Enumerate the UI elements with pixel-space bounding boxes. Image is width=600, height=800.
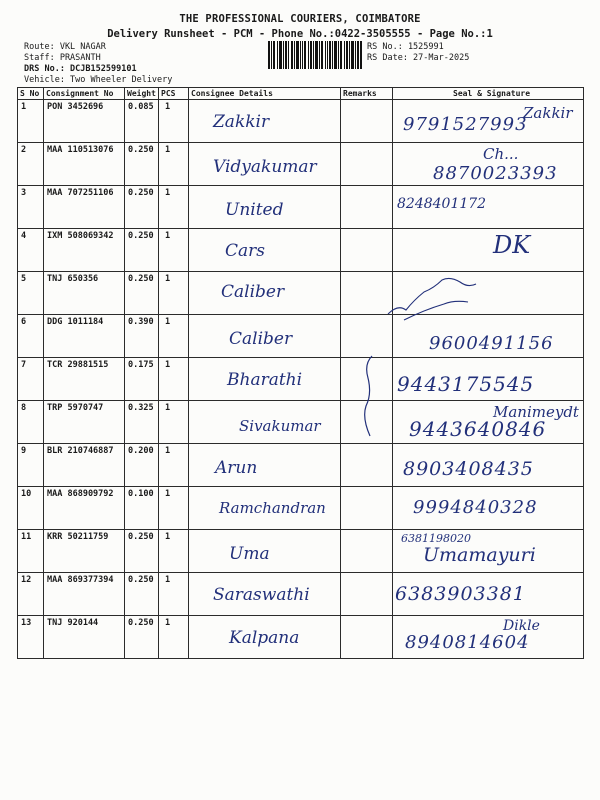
row-pcs: 1 — [159, 444, 189, 487]
row-consignee — [189, 401, 341, 444]
row-weight: 0.325 — [125, 401, 159, 444]
row-pcs: 1 — [159, 315, 189, 358]
row-consignee — [189, 315, 341, 358]
col-header-sno: S No — [18, 88, 44, 100]
consignee-handwriting: Vidyakumar — [213, 157, 317, 177]
row-signature — [393, 186, 584, 229]
row-sno: 1 — [18, 100, 44, 143]
consignee-handwriting: Uma — [229, 544, 270, 564]
row-consignment: DDG 1011184 — [44, 315, 125, 358]
row-consignment: BLR 210746887 — [44, 444, 125, 487]
consignee-handwriting: Saraswathi — [213, 585, 310, 605]
row-pcs: 1 — [159, 530, 189, 573]
signature-phone: 9994840328 — [413, 497, 538, 518]
runsheet-meta-right — [367, 42, 469, 64]
consignee-handwriting: Caliber — [221, 282, 285, 302]
signature-scrawl: Ch... — [483, 145, 519, 163]
staff-text: Staff: PRASANTH — [24, 53, 101, 63]
signature-phone: 8248401172 — [397, 196, 487, 212]
table-row — [18, 573, 584, 616]
col-header-consignment: Consignment No — [44, 88, 125, 100]
row-sno: 12 — [18, 573, 44, 616]
signature-phone: 9443640846 — [409, 417, 547, 441]
row-consignee — [189, 143, 341, 186]
row-sno: 13 — [18, 616, 44, 659]
row-sno: 6 — [18, 315, 44, 358]
row-consignee — [189, 530, 341, 573]
row-consignee — [189, 186, 341, 229]
drs-number: DRS No.: DCJB152599101 — [24, 64, 137, 74]
table-row — [18, 186, 584, 229]
row-pcs: 1 — [159, 573, 189, 616]
table-row — [18, 530, 584, 573]
table-header-row — [18, 88, 584, 100]
row-consignee — [189, 444, 341, 487]
consignee-handwriting: Caliber — [229, 329, 293, 349]
row-sno: 10 — [18, 487, 44, 530]
row-consignee — [189, 100, 341, 143]
row-signature — [393, 487, 584, 530]
row-signature — [393, 100, 584, 143]
signature-phone: 8870023393 — [433, 163, 558, 184]
signature-scrawl: Umamayuri — [423, 544, 536, 566]
row-signature — [393, 143, 584, 186]
row-consignment: TRP 5970747 — [44, 401, 125, 444]
signature-scrawl: DK — [493, 231, 531, 259]
row-remarks — [341, 229, 393, 272]
row-pcs: 1 — [159, 143, 189, 186]
row-remarks — [341, 143, 393, 186]
consignee-handwriting: Zakkir — [213, 112, 270, 132]
table-row — [18, 616, 584, 659]
row-consignment: TCR 29881515 — [44, 358, 125, 401]
row-consignee — [189, 616, 341, 659]
signature-phone: 9443175545 — [397, 372, 535, 396]
table-row — [18, 143, 584, 186]
row-signature — [393, 573, 584, 616]
row-pcs: 1 — [159, 229, 189, 272]
table-row — [18, 358, 584, 401]
row-sno: 3 — [18, 186, 44, 229]
row-consignment: TNJ 650356 — [44, 272, 125, 315]
row-weight: 0.250 — [125, 229, 159, 272]
row-remarks — [341, 487, 393, 530]
row-signature — [393, 358, 584, 401]
signature-phone: 8903408435 — [403, 458, 534, 480]
row-consignee — [189, 358, 341, 401]
row-consignment: KRR 50211759 — [44, 530, 125, 573]
row-pcs: 1 — [159, 358, 189, 401]
row-consignee — [189, 573, 341, 616]
consignee-handwriting: Arun — [215, 458, 258, 478]
row-signature — [393, 401, 584, 444]
row-consignment: TNJ 920144 — [44, 616, 125, 659]
row-weight: 0.200 — [125, 444, 159, 487]
row-sno: 5 — [18, 272, 44, 315]
signature-phone: 8940814604 — [405, 632, 530, 653]
row-weight: 0.100 — [125, 487, 159, 530]
row-signature — [393, 229, 584, 272]
rs-number: RS No.: 1525991 — [367, 42, 444, 52]
row-signature — [393, 616, 584, 659]
row-remarks — [341, 444, 393, 487]
vehicle-text: Vehicle: Two Wheeler Delivery — [24, 75, 173, 85]
row-consignment: MAA 707251106 — [44, 186, 125, 229]
col-header-pcs: PCS — [159, 88, 189, 100]
signature-phone: 6383903381 — [395, 583, 526, 605]
table-row — [18, 401, 584, 444]
route-text: Route: VKL NAGAR — [24, 42, 106, 52]
row-weight: 0.390 — [125, 315, 159, 358]
handwritten-scrawl-mark — [384, 270, 494, 326]
row-pcs: 1 — [159, 100, 189, 143]
table-row — [18, 229, 584, 272]
table-row — [18, 487, 584, 530]
row-pcs: 1 — [159, 487, 189, 530]
col-header-remarks: Remarks — [341, 88, 393, 100]
row-sno: 4 — [18, 229, 44, 272]
signature-phone: 6381198020 — [401, 532, 471, 545]
col-header-weight: Weight — [125, 88, 159, 100]
row-pcs: 1 — [159, 616, 189, 659]
handwritten-bracket-mark — [362, 354, 376, 438]
row-signature — [393, 444, 584, 487]
consignee-handwriting: United — [225, 200, 284, 220]
row-pcs: 1 — [159, 401, 189, 444]
table-row — [18, 315, 584, 358]
row-weight: 0.250 — [125, 143, 159, 186]
row-sno: 8 — [18, 401, 44, 444]
consignee-handwriting: Cars — [225, 241, 265, 261]
row-remarks — [341, 573, 393, 616]
row-remarks — [341, 616, 393, 659]
table-row — [18, 444, 584, 487]
row-consignment: MAA 868909792 — [44, 487, 125, 530]
runsheet-subtitle: Delivery Runsheet - PCM - Phone No.:0422-3505555 - Page No.:1 — [107, 28, 493, 40]
consignee-handwriting: Sivakumar — [239, 417, 321, 435]
row-pcs: 1 — [159, 272, 189, 315]
row-sno: 2 — [18, 143, 44, 186]
row-weight: 0.250 — [125, 573, 159, 616]
delivery-table — [17, 87, 584, 659]
row-remarks — [341, 186, 393, 229]
row-consignee — [189, 487, 341, 530]
row-signature — [393, 530, 584, 573]
row-sno: 11 — [18, 530, 44, 573]
col-header-consignee: Consignee Details — [189, 88, 341, 100]
consignee-handwriting: Ramchandran — [219, 499, 326, 517]
row-weight: 0.250 — [125, 272, 159, 315]
signature-scrawl: Zakkir — [523, 104, 573, 122]
signature-scrawl: Dikle — [503, 618, 540, 634]
row-consignment: PON 3452696 — [44, 100, 125, 143]
table-row — [18, 272, 584, 315]
consignee-handwriting: Kalpana — [229, 628, 300, 648]
row-consignee — [189, 229, 341, 272]
runsheet-meta-left — [24, 42, 172, 86]
company-title: THE PROFESSIONAL COURIERS, COIMBATORE — [179, 13, 421, 25]
row-sno: 9 — [18, 444, 44, 487]
table-row — [18, 100, 584, 143]
signature-phone: 9600491156 — [429, 333, 554, 354]
row-weight: 0.085 — [125, 100, 159, 143]
row-pcs: 1 — [159, 186, 189, 229]
row-weight: 0.175 — [125, 358, 159, 401]
row-sno: 7 — [18, 358, 44, 401]
signature-phone: 9791527993 — [403, 114, 528, 135]
row-remarks — [341, 100, 393, 143]
barcode — [268, 41, 362, 69]
row-remarks — [341, 530, 393, 573]
signature-scrawl: Manimeydt — [493, 403, 579, 421]
col-header-seal: Seal & Signature — [393, 88, 584, 100]
row-weight: 0.250 — [125, 530, 159, 573]
row-weight: 0.250 — [125, 616, 159, 659]
row-consignment: MAA 110513076 — [44, 143, 125, 186]
row-consignment: MAA 869377394 — [44, 573, 125, 616]
consignee-handwriting: Bharathi — [227, 370, 303, 390]
row-weight: 0.250 — [125, 186, 159, 229]
row-consignee — [189, 272, 341, 315]
rs-date: RS Date: 27-Mar-2025 — [367, 53, 470, 63]
runsheet-header — [0, 13, 600, 40]
row-consignment: IXM 508069342 — [44, 229, 125, 272]
